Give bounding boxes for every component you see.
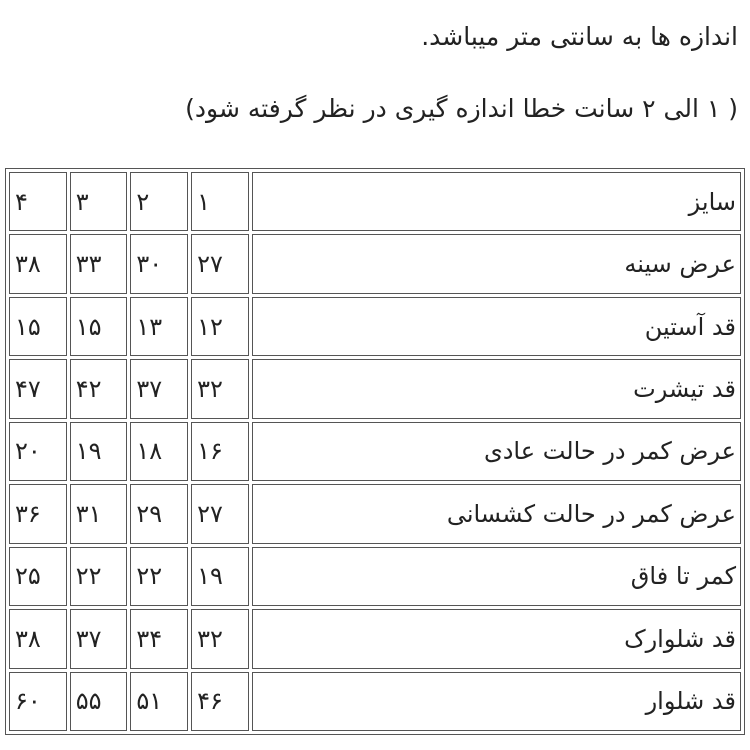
table-row	[9, 172, 741, 231]
size-value-cell: ۲	[130, 172, 188, 231]
size-value-cell: ۶۰	[9, 672, 67, 732]
size-value-cell: ۴۲	[70, 359, 128, 418]
table-row	[9, 297, 741, 356]
size-value-cell: ۳۲	[191, 609, 249, 668]
row-label: قد آستین	[252, 297, 741, 356]
table-row	[9, 359, 741, 418]
size-value-cell: ۲۲	[70, 547, 128, 606]
table-row	[9, 422, 741, 481]
size-value-cell: ۳۲	[191, 359, 249, 418]
size-value-cell: ۲۹	[130, 484, 188, 543]
size-chart-table	[5, 168, 745, 735]
table-row	[9, 234, 741, 293]
size-value-cell: ۴۷	[9, 359, 67, 418]
size-value-cell: ۱۹	[70, 422, 128, 481]
size-value-cell: ۵۵	[70, 672, 128, 732]
size-value-cell: ۱۹	[191, 547, 249, 606]
row-label: قد تیشرت	[252, 359, 741, 418]
table-row	[9, 609, 741, 668]
row-label: عرض سینه	[252, 234, 741, 293]
size-value-cell: ۳۰	[130, 234, 188, 293]
size-value-cell: ۴	[9, 172, 67, 231]
size-value-cell: ۲۷	[191, 234, 249, 293]
size-chart-body	[9, 172, 741, 731]
size-value-cell: ۲۷	[191, 484, 249, 543]
size-value-cell: ۱۵	[9, 297, 67, 356]
table-row	[9, 547, 741, 606]
size-value-cell: ۱	[191, 172, 249, 231]
size-value-cell: ۳۷	[130, 359, 188, 418]
size-value-cell: ۲۵	[9, 547, 67, 606]
row-label: قد شلوارک	[252, 609, 741, 668]
size-value-cell: ۳۸	[9, 234, 67, 293]
size-value-cell: ۱۵	[70, 297, 128, 356]
measurement-unit-note: اندازه ها به سانتی متر میباشد.	[421, 22, 738, 51]
size-value-cell: ۳۶	[9, 484, 67, 543]
row-label: عرض کمر در حالت عادی	[252, 422, 741, 481]
row-label: قد شلوار	[252, 672, 741, 732]
size-value-cell: ۳۳	[70, 234, 128, 293]
row-label: عرض کمر در حالت کشسانی	[252, 484, 741, 543]
size-value-cell: ۱۶	[191, 422, 249, 481]
size-value-cell: ۲۲	[130, 547, 188, 606]
size-value-cell: ۱۳	[130, 297, 188, 356]
measurement-error-note: ( ۱ الی ۲ سانت خطا اندازه گیری در نظر گرفته شود)	[185, 94, 738, 123]
size-value-cell: ۱۲	[191, 297, 249, 356]
size-value-cell: ۳۴	[130, 609, 188, 668]
row-label: سایز	[252, 172, 741, 231]
size-value-cell: ۳	[70, 172, 128, 231]
size-value-cell: ۴۶	[191, 672, 249, 732]
size-value-cell: ۱۸	[130, 422, 188, 481]
size-value-cell: ۳۱	[70, 484, 128, 543]
size-value-cell: ۳۷	[70, 609, 128, 668]
table-row	[9, 484, 741, 543]
size-value-cell: ۳۸	[9, 609, 67, 668]
row-label: کمر تا فاق	[252, 547, 741, 606]
table-row	[9, 672, 741, 732]
size-value-cell: ۵۱	[130, 672, 188, 732]
size-value-cell: ۲۰	[9, 422, 67, 481]
